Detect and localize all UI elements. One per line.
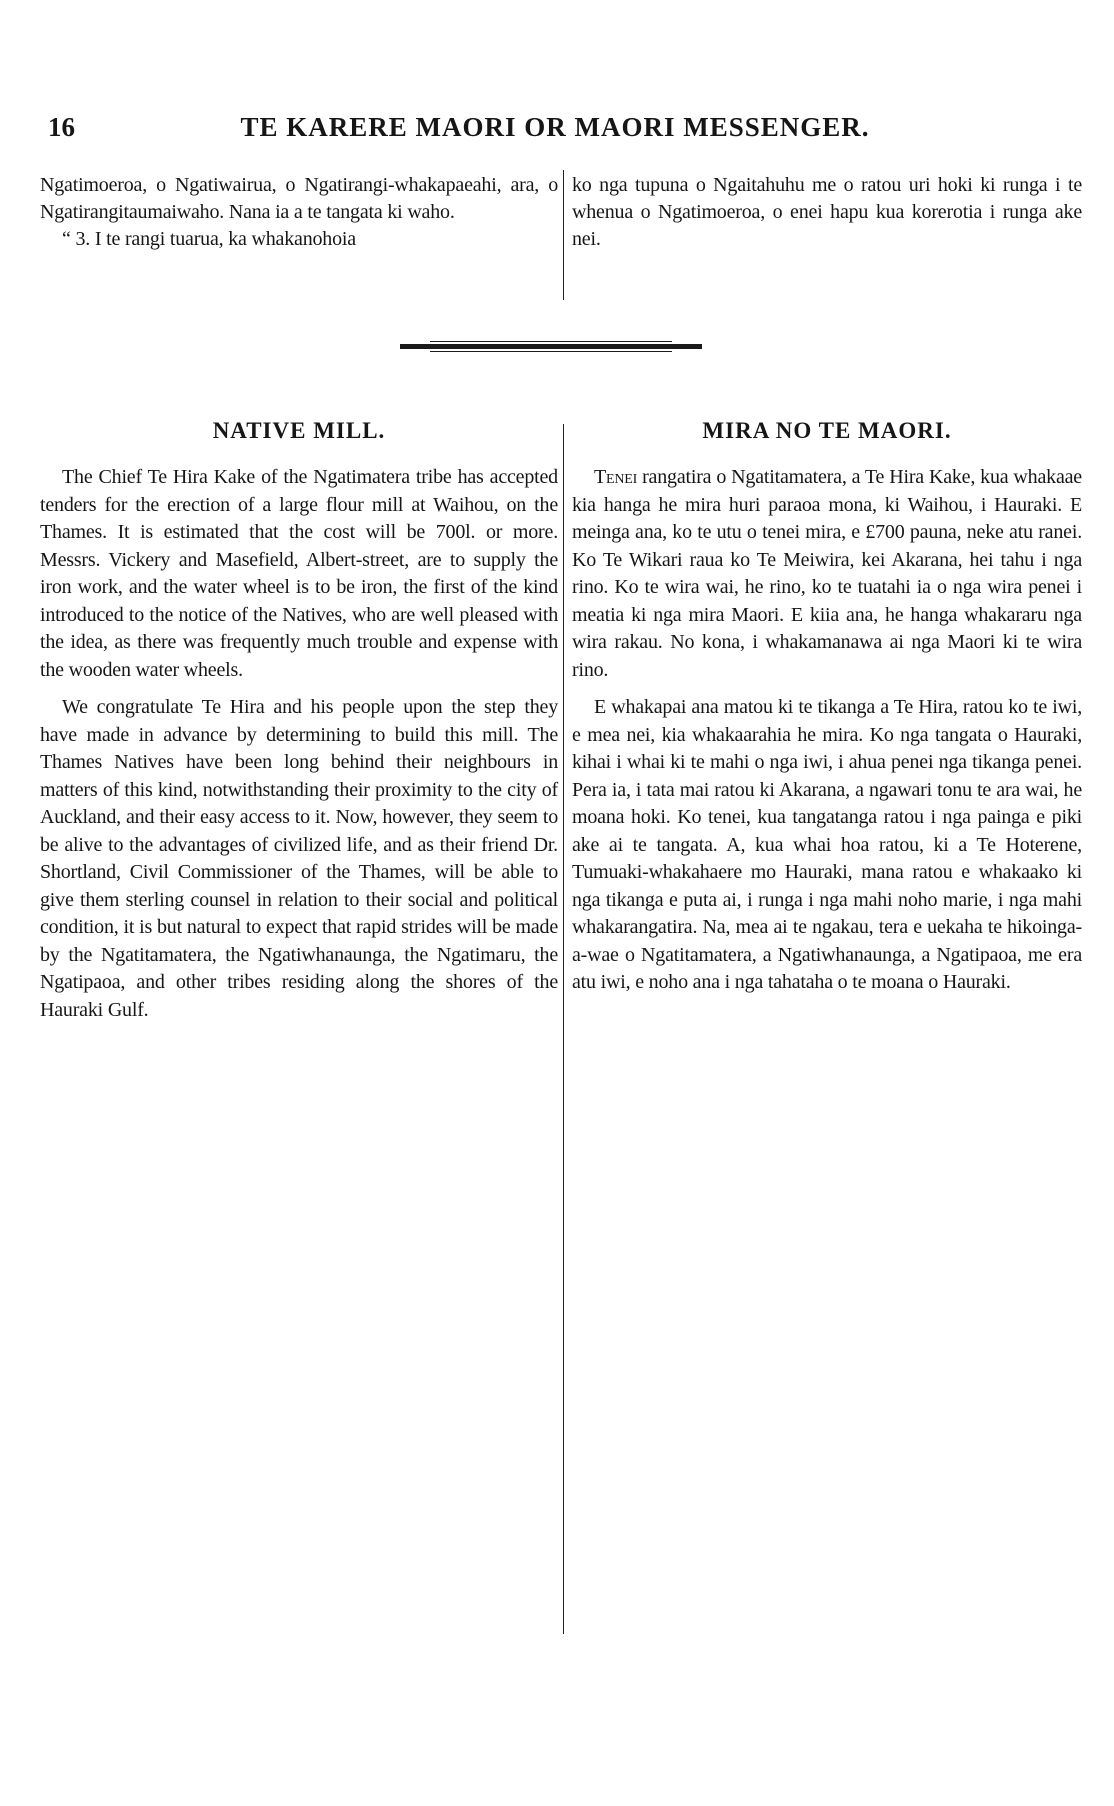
column-rule-top (563, 170, 564, 300)
maori-paragraph-2: E whakapai ana matou ki te tikanga a Te Hira, ratou ko te iwi, e mea nei, kia whakaarahia he mira. Ko nga tangata o Hauraki, kihai i whai ki te mahi o nga iwi, i ahua penei nga tikanga penei. Pera ia, i tata mai ratou ki Akarana, a ngawari tonu te ara wai, he moana hoki. Ko tenei, kua tangatanga ratou i nga painga e piki ake ai te tangata. A, kua whai hoa ratou, ki a Te Hoterene, Tumuaki-whakahaere mo Hauraki, mana ratou e whakaako ki nga tikanga e puta ai, i runga i nga mahi noho marie, i nga mahi whakarangatira. Na, mea ai te ngakau, tera e uekaha te hikoinga-a-wae o Ngatitamatera, a Ngatiwhanaunga, a Ngatipaoa, me era atu iwi, e noho ana i nga tahataha o te moana o Hauraki. (572, 696, 1082, 993)
article-body-maori (572, 464, 1082, 997)
numbered-item-3: “ 3. I te rangi tuarua, ka whakanohoia (62, 228, 356, 250)
continued-english-column (40, 172, 558, 253)
continued-paragraph: Ngatimoeroa, o Ngatiwairua, o Ngatirangi-whakapaeahi, ara, o Ngatirangitaumaiwaho. Nana ia a te tangata ki waho. (40, 174, 558, 223)
running-head (40, 112, 1070, 148)
running-title: TE KARERE MAORI OR MAORI MESSENGER. (240, 112, 870, 142)
article-body-english (40, 464, 558, 1024)
continued-maori-paragraph: ko nga tupuna o Ngaitahuhu me o ratou uri hoki ki runga i te whenua o Ngatimoeroa, o enei hapu kua korerotia i runga ake nei. (572, 174, 1082, 250)
article-heading-english: NATIVE MILL. (212, 418, 386, 443)
column-rule-article (563, 424, 564, 1634)
maori-paragraph-1-text: rangatira o Ngatitamatera, a Te Hira Kake, kua whakaae kia hanga he mira huri paraoa mona, ki Waihou, i Hauraki. E meinga ana, ko te utu o tenei mira, e £700 pauna, neke atu ranei. Ko Te Wikari raua ko Te Meiwira, kei Akarana, hei tahu i nga rino. Ko te wira wai, he rino, ko te tuatahi ia o nga wira penei i meatia ki nga mira Maori. E kiia ana, he hanga whakararu nga wira rakau. No kona, i whakamanawa ai nga Maori ki te wira rino. (572, 466, 1082, 681)
english-paragraph-1: The Chief Te Hira Kake of the Ngatimatera tribe has accepted tenders for the erection of a large flour mill at Waihou, on the Thames. It is estimated that the cost will be 700l. or more. Messrs. Vickery and Masefield, Albert-street, are to supply the iron work, and the water wheel is to be iron, the first of the kind introduced to the notice of the Natives, who are well pleased with the idea, as there was frequently much trouble and expense with the wooden water wheels. (40, 466, 558, 681)
maori-first-word: Tenei (594, 466, 638, 488)
ornamental-divider (400, 344, 702, 349)
english-paragraph-2: We congratulate Te Hira and his people upon the step they have made in advance by determining to build this mill. The Thames Natives have been long behind their neighbours in matters of this kind, notwithstanding their proximity to the city of Auckland, and their easy access to it. Now, however, they seem to be alive to the advantages of civilized life, and as their friend Dr. Shortland, Civil Commissioner of the Thames, will be able to give them sterling counsel in relation to their social and political condition, it is but natural to expect that rapid strides will be made by the Ngatitamatera, the Ngatiwhanaunga, the Ngatimaru, the Ngatipaoa, and other tribes residing along the shores of the Hauraki Gulf. (40, 696, 558, 1021)
article-heading-maori: MIRA NO TE MAORI. (702, 418, 952, 443)
continued-maori-column (572, 172, 1082, 253)
maori-paragraph-1 (572, 464, 1082, 684)
page-number: 16 (48, 112, 75, 142)
